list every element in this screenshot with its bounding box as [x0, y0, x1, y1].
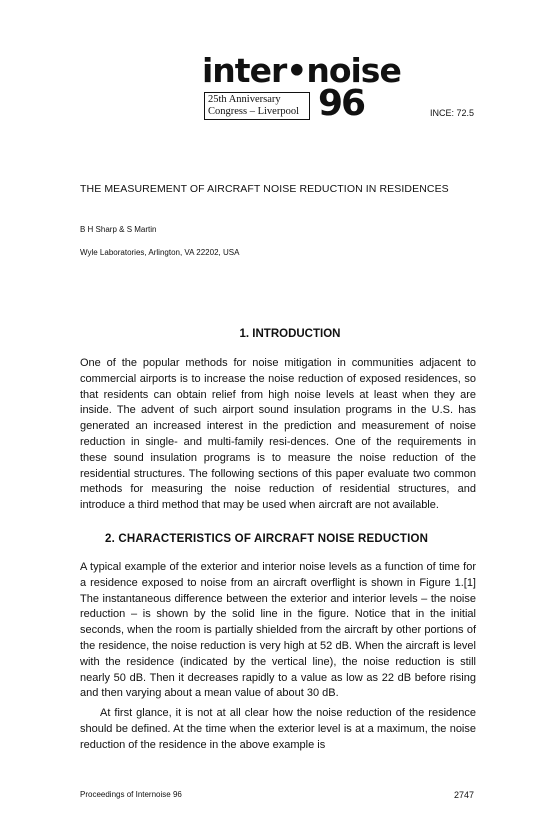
- section-heading-characteristics: 2. CHARACTERISTICS OF AIRCRAFT NOISE REDUCTION: [105, 533, 429, 545]
- characteristics-paragraph-1: A typical example of the exterior and interior noise levels as a function of time for a residence exposed to noise from an aircraft overflight is shown in Figure 1.[1] The instantaneous difference between the exterior and interior levels – the noise reduction – is shown by the solid line in the figure. Notice that in the initial seconds, when the room is partially shielded from the aircraft by other portions of the residence, the noise reduction is very high at 52 dB. When the aircraft is level with the residence (indicated by the vertical line), the noise reduction is still nearly 50 dB. Then it decreases rapidly to a value as low as 22 dB before rising and then varying about a mean value of about 30 dB.: [80, 561, 476, 700]
- logo-box-line-1: 25th Anniversary: [208, 94, 281, 105]
- paper-affiliation: Wyle Laboratories, Arlington, VA 22202, USA: [80, 248, 240, 257]
- paper-reference: INCE: 72.5: [430, 108, 475, 118]
- section-heading-introduction: 1. INTRODUCTION: [239, 328, 341, 340]
- conference-logo: [202, 51, 401, 126]
- logo-wordmark: inter•noise: [202, 51, 401, 90]
- paper-title: THE MEASUREMENT OF AIRCRAFT NOISE REDUCTION IN RESIDENCES: [80, 183, 449, 195]
- paper-authors: B H Sharp & S Martin: [80, 225, 157, 234]
- introduction-paragraph: One of the popular methods for noise mitigation in communities adjacent to commercial airports is to increase the noise reduction of exposed residences, so that residents can obtain relief from high noise levels at least when they are inside. The advent of such airport sound insulation programs in the U.S. has generated an increased interest in the prediction and measurement of noise reduction in single- and multi-family resi-dences. One of the requirements in these sound insulation programs is to measure the noise reduction of the residential structures. The following sections of this paper evaluate two common methods for measuring the noise reduction of residential structures, and introduce a third method that may be used when aircraft are not available.: [80, 357, 476, 512]
- footer-page-number: 2747: [454, 790, 475, 800]
- logo-anniversary-box: [204, 92, 310, 120]
- logo-year: 96: [318, 83, 365, 124]
- characteristics-paragraph-2: At first glance, it is not at all clear how the noise reduction of the residence should be defined. At the time when the exterior level is at a maximum, the noise reduction of the residence in the above example is: [80, 707, 476, 751]
- footer-proceedings: Proceedings of Internoise 96: [80, 790, 182, 799]
- logo-box-line-2: Congress – Liverpool: [208, 106, 299, 117]
